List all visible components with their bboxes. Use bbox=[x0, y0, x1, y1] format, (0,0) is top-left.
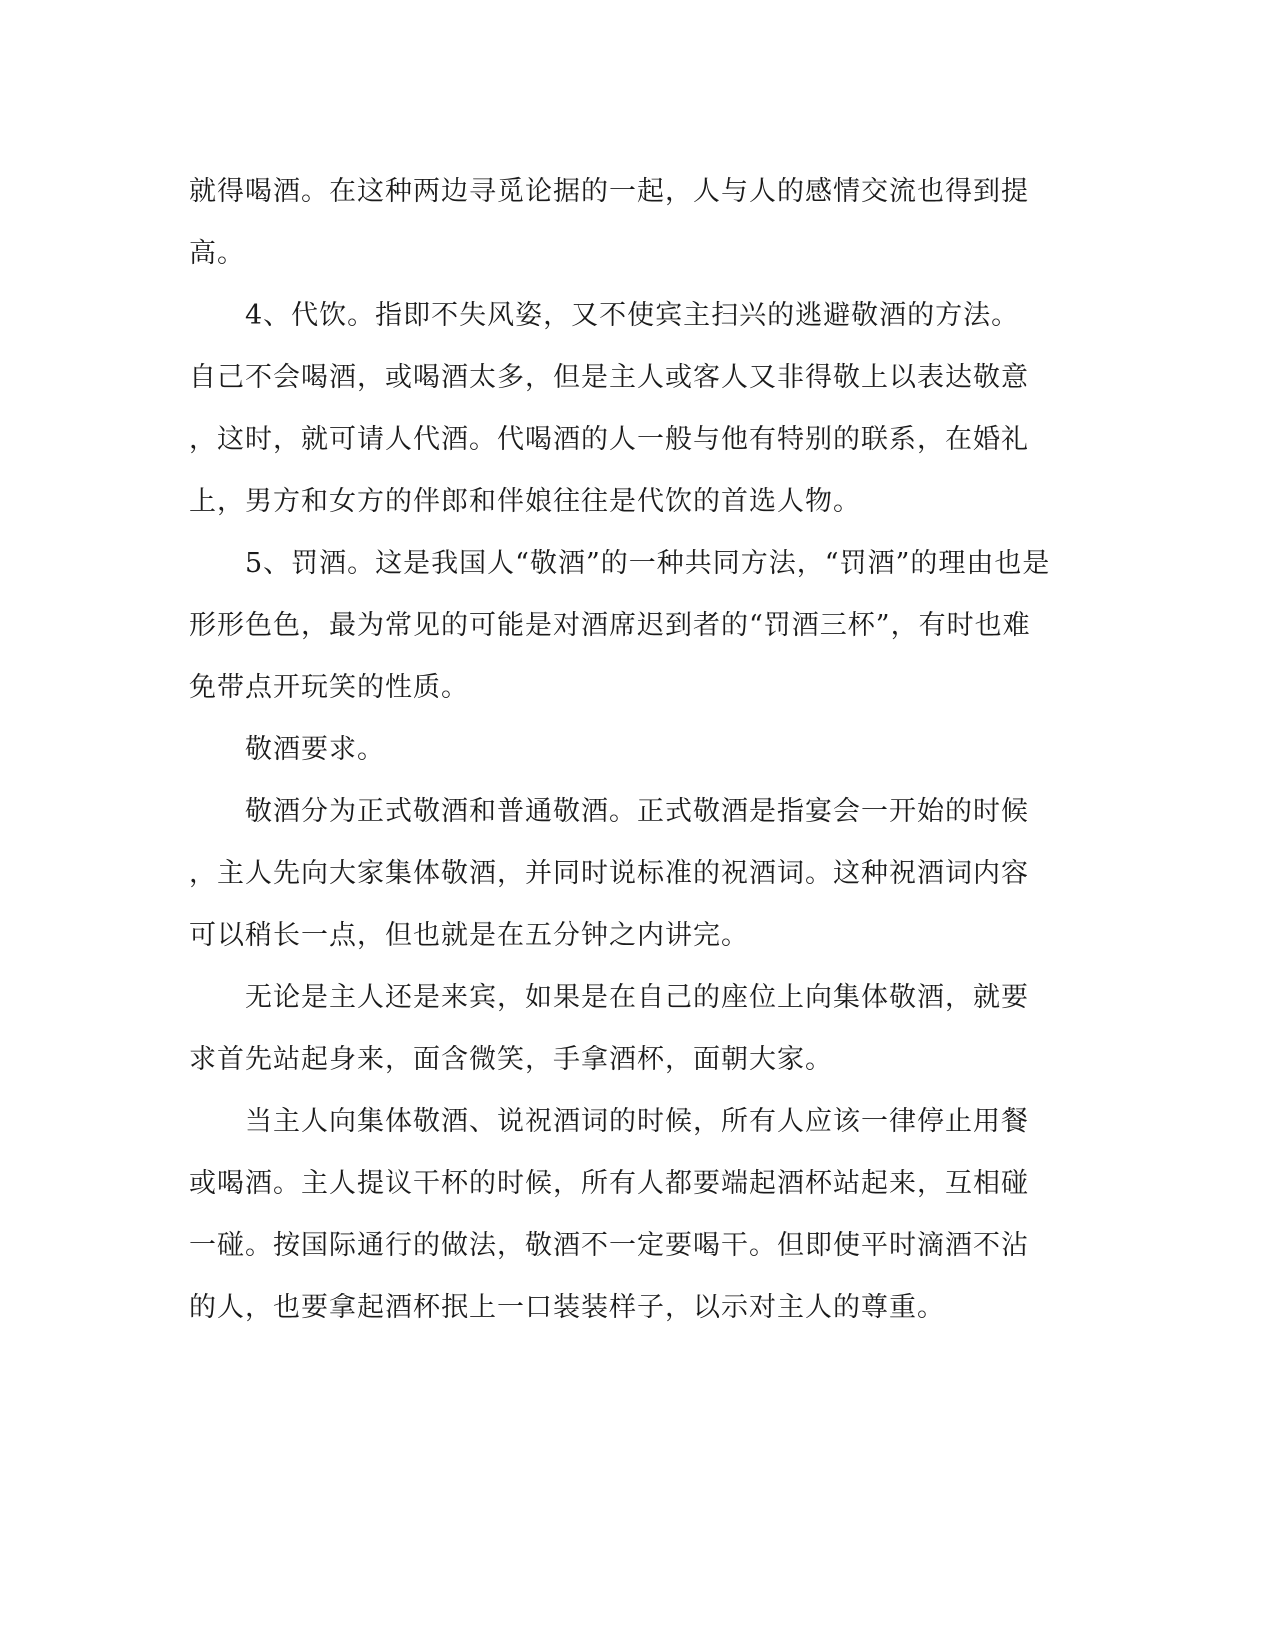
text-line: 高。 bbox=[189, 238, 245, 269]
text-line: 无论是主人还是来宾，如果是在自己的座位上向集体敬酒，就要 bbox=[189, 982, 1029, 1013]
paragraph-group-toast bbox=[189, 1091, 1089, 1339]
text-line: 免带点开玩笑的性质。 bbox=[189, 672, 469, 703]
paragraph-standing-toast bbox=[189, 967, 1089, 1091]
text-line: 形形色色，最为常见的可能是对酒席迟到者的“罚酒三杯”，有时也难 bbox=[189, 610, 1031, 641]
text-line: 或喝酒。主人提议干杯的时候，所有人都要端起酒杯站起来，互相碰 bbox=[189, 1168, 1029, 1199]
text-line: 当主人向集体敬酒、说祝酒词的时候，所有人应该一律停止用餐 bbox=[189, 1106, 1029, 1137]
text-line: 的人，也要拿起酒杯抿上一口装装样子，以示对主人的尊重。 bbox=[189, 1292, 945, 1323]
text-line: 敬酒分为正式敬酒和普通敬酒。正式敬酒是指宴会一开始的时候 bbox=[189, 796, 1029, 827]
text-line: 敬酒要求。 bbox=[189, 734, 385, 765]
paragraph-item-4 bbox=[189, 285, 1089, 533]
text-line: 4、代饮。指即不失风姿，又不使宾主扫兴的逃避敬酒的方法。 bbox=[189, 300, 1020, 331]
text-line: 可以稍长一点，但也就是在五分钟之内讲完。 bbox=[189, 920, 749, 951]
text-line: 5、罚酒。这是我国人“敬酒”的一种共同方法，“罚酒”的理由也是 bbox=[189, 548, 1051, 579]
text-line: 就得喝酒。在这种两边寻觅论据的一起，人与人的感情交流也得到提 bbox=[189, 176, 1029, 207]
text-line: ，主人先向大家集体敬酒，并同时说标准的祝酒词。这种祝酒词内容 bbox=[189, 858, 1029, 889]
text-line: 自己不会喝酒，或喝酒太多，但是主人或客人又非得敬上以表达敬意 bbox=[189, 362, 1029, 393]
text-line: 上，男方和女方的伴郎和伴娘往往是代饮的首选人物。 bbox=[189, 486, 861, 517]
text-line: ，这时，就可请人代酒。代喝酒的人一般与他有特别的联系，在婚礼 bbox=[189, 424, 1029, 455]
paragraph-continuation bbox=[189, 161, 1089, 285]
text-line: 一碰。按国际通行的做法，敬酒不一定要喝干。但即使平时滴酒不沾 bbox=[189, 1230, 1029, 1261]
document-body bbox=[189, 161, 1089, 1339]
section-heading bbox=[189, 719, 1089, 781]
paragraph-item-5 bbox=[189, 533, 1089, 719]
paragraph-formal-toast bbox=[189, 781, 1089, 967]
text-line: 求首先站起身来，面含微笑，手拿酒杯，面朝大家。 bbox=[189, 1044, 833, 1075]
